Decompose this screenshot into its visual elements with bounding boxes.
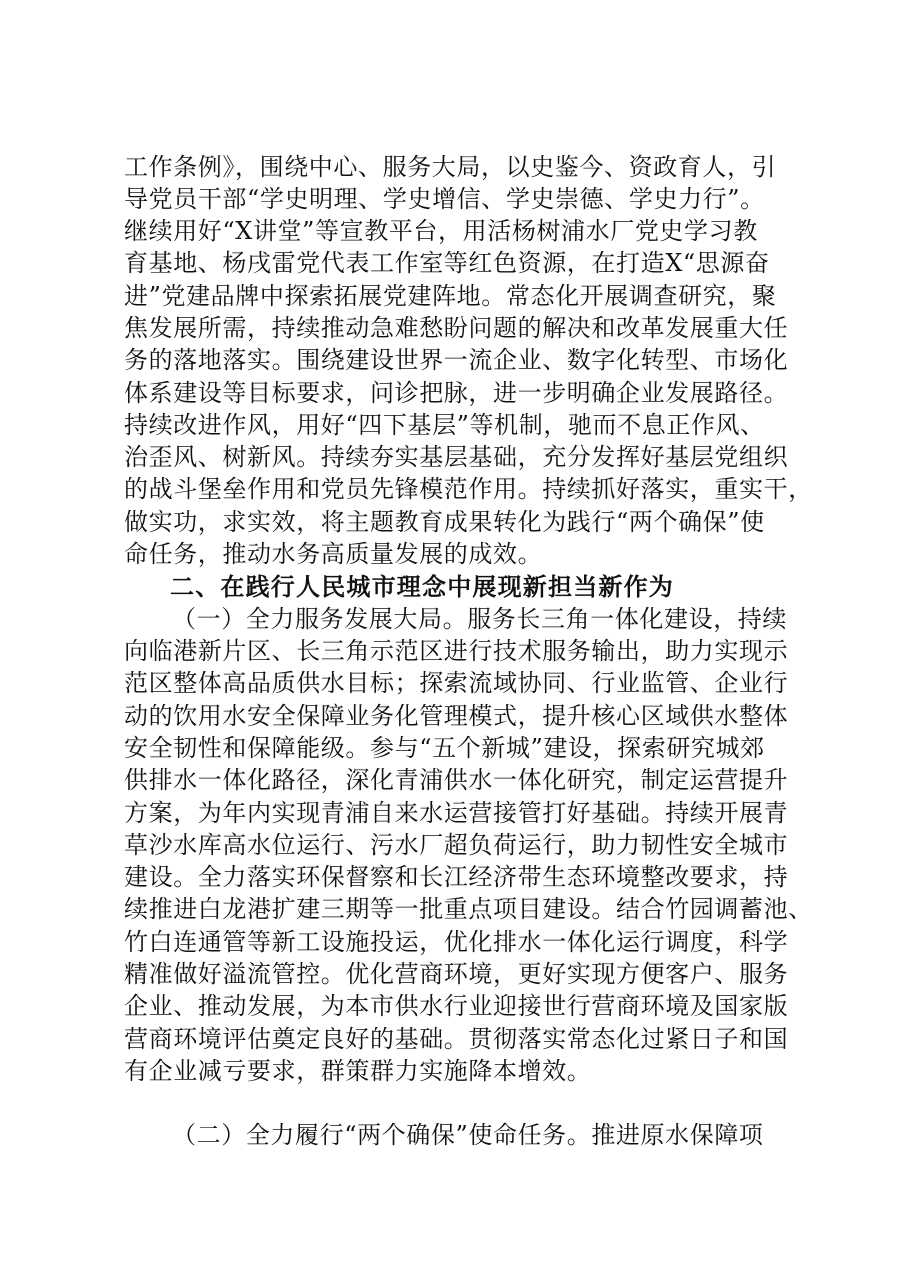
paragraph-line: 方案，为年内实现青浦自来水运营接管打好基础。持续开展青 [124,799,789,827]
paragraph-line: 企业、推动发展，为本市供水行业迎接世行营商环境及国家版 [124,992,789,1020]
paragraph-line: 安全韧性和保障能级。参与“五个新城”建设，探索研究城郊 [124,734,765,762]
paragraph-line: 有企业减亏要求，群策群力实施降本增效。 [124,1057,592,1085]
paragraph-line: （一）全力服务发展大局。服务长三角一体化建设，持续 [172,605,787,633]
paragraph-line: 治歪风、树新风。持续夯实基层基础，充分发挥好基层党组织 [124,443,789,471]
paragraph-line: （二）全力履行“两个确保”使命任务。推进原水保障项 [172,1121,764,1149]
paragraph-line: 草沙水库高水位运行、污水厂超负荷运行，助力韧性安全城市 [124,831,789,859]
paragraph-line: 动的饮用水安全保障业务化管理模式，提升核心区域供水整体 [124,702,789,730]
paragraph-line: 建设。全力落实环保督察和长江经济带生态环境整改要求，持 [124,863,789,891]
paragraph-line: 供排水一体化路径，深化青浦供水一体化研究，制定运营提升 [124,766,789,794]
paragraph-line: 务的落地落实。围绕建设世界一流企业、数字化转型、市场化 [124,346,789,374]
paragraph-line: 育基地、杨戌雷党代表工作室等红色资源，在打造X“思源奋 [124,249,770,277]
paragraph-line: 竹白连通管等新工设施投运，优化排水一体化运行调度，科学 [124,928,789,956]
paragraph-line: 做实功，求实效，将主题教育成果转化为践行“两个确保”使 [124,508,765,536]
paragraph-line: 向临港新片区、长三角示范区进行技术服务输出，助力实现示 [124,637,789,665]
paragraph-line: 持续改进作风，用好“四下基层”等机制，驰而不息正作风、 [124,411,765,439]
paragraph-line: 续推进白龙港扩建三期等一批重点项目建设。结合竹园调蓄池、 [124,895,813,923]
paragraph-line: 精准做好溢流管控。优化营商环境，更好实现方便客户、服务 [124,960,789,988]
paragraph-line: 的战斗堡垒作用和党员先锋模范作用。持续抓好落实，重实干， [124,475,813,503]
paragraph-line: 焦发展所需，持续推动急难愁盼问题的解决和改革发展重大任 [124,314,789,342]
paragraph-line: 继续用好“X讲堂”等宣教平台，用活杨树浦水厂党史学习教 [124,217,758,245]
paragraph-line: 命任务，推动水务高质量发展的成效。 [124,540,543,568]
paragraph-line: 范区整体高品质供水目标；探索流域协同、行业监管、企业行 [124,669,789,697]
paragraph-line: 体系建设等目标要求，问诊把脉，进一步明确企业发展路径。 [124,379,789,407]
paragraph-line: 营商环境评估奠定良好的基础。贯彻落实常态化过紧日子和国 [124,1025,789,1053]
section-heading: 二、在践行人民城市理念中展现新担当新作为 [170,573,674,601]
paragraph-line: 进”党建品牌中探索拓展党建阵地。常态化开展调查研究，聚 [124,282,777,310]
paragraph-line: 工作条例》，围绕中心、服务大局，以史鉴今、资政育人，引 [124,153,777,181]
paragraph-line: 导党员干部“学史明理、学史增信、学史崇德、学史力行”。 [124,185,765,213]
